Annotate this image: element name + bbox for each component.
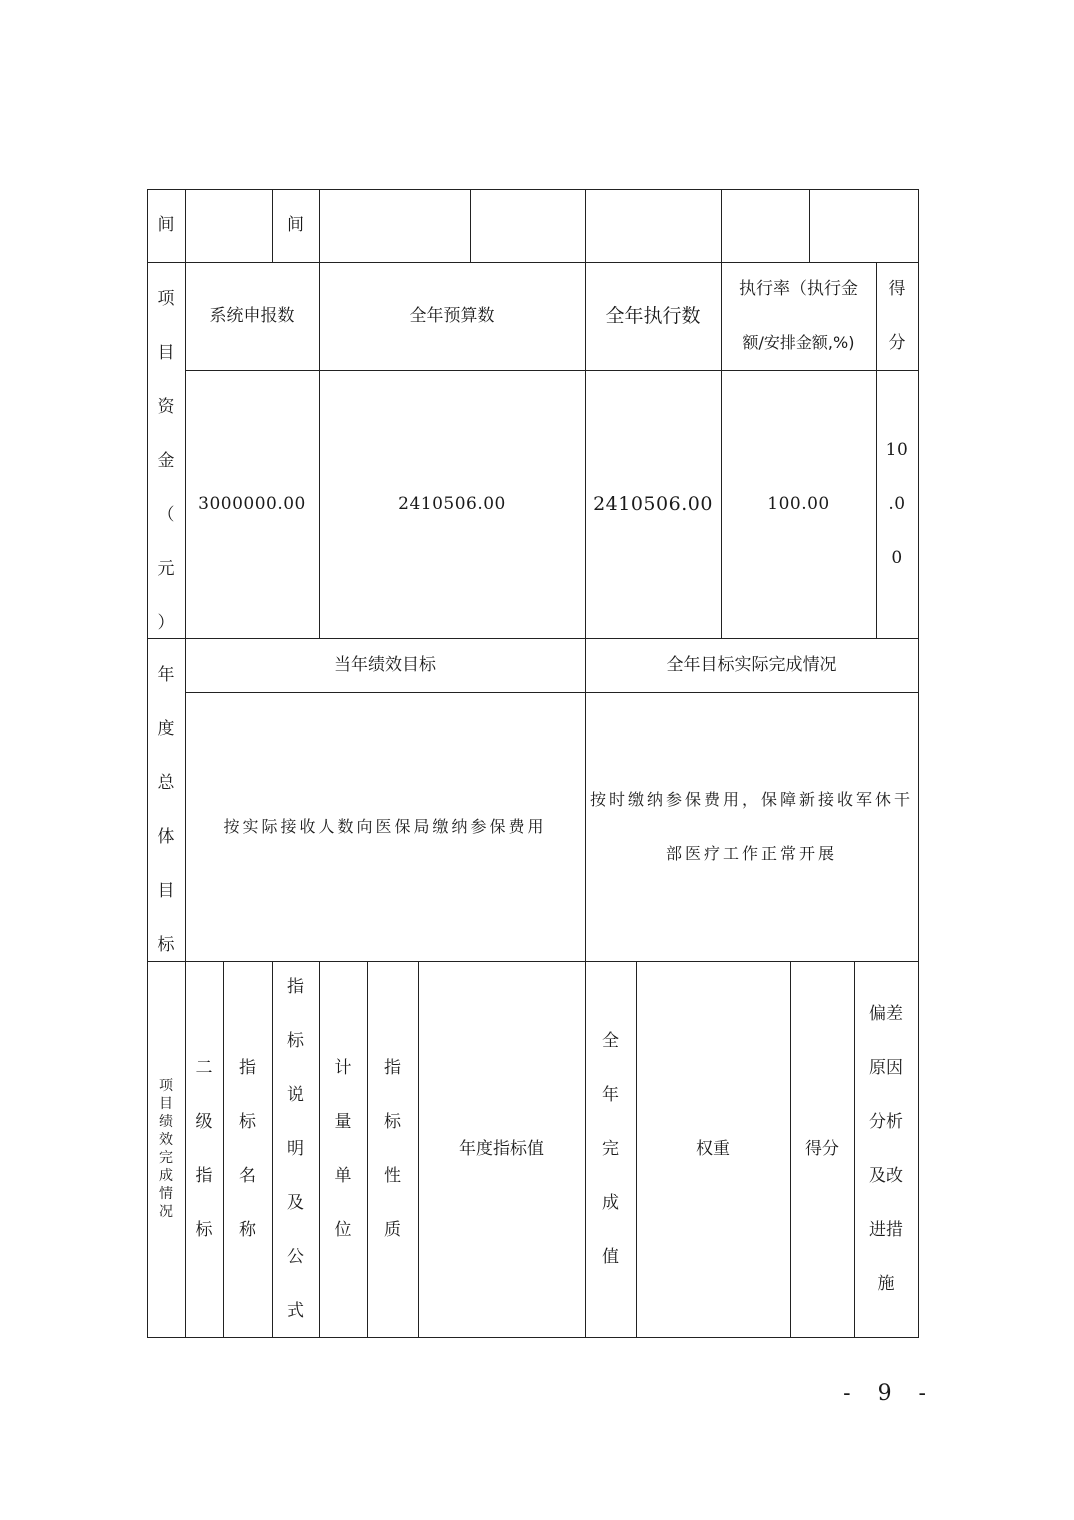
header-annual-value: 年度指标值	[459, 1138, 544, 1159]
header-indicator-desc: 指 标 说 明 及 公 式	[287, 977, 304, 1321]
header-indicator-score: 得分	[805, 1138, 839, 1159]
header-score: 得 分	[888, 279, 906, 353]
time-label-left: 间	[157, 215, 175, 235]
goals-header-target: 当年绩效目标	[334, 654, 436, 675]
col-divider	[470, 189, 471, 262]
header-executed: 全年执行数	[605, 304, 701, 327]
page-number: - 9 -	[843, 1381, 936, 1406]
goals-target-text: 按实际接收人数向医保局缴纳参保费用	[223, 816, 547, 836]
header-nature: 指 标 性 质	[384, 1058, 401, 1240]
value-executed: 2410506.00	[593, 492, 713, 515]
value-budget: 2410506.00	[398, 493, 506, 514]
header-declared: 系统申报数	[209, 305, 295, 326]
header-unit: 计 量 单 位	[334, 1058, 352, 1240]
value-declared: 3000000.00	[198, 493, 306, 514]
table-border-top	[147, 189, 919, 190]
header-budget: 全年预算数	[409, 305, 495, 326]
col-divider	[585, 189, 586, 262]
table-border-bottom	[147, 1337, 919, 1338]
goals-header-actual: 全年目标实际完成情况	[666, 654, 837, 675]
goals-actual-text: 按时缴纳参保费用，保障新接收军休干 部医疗工作正常开展	[589, 789, 913, 863]
value-score: 10 .0 0	[885, 440, 909, 568]
value-rate: 100.00	[767, 493, 830, 514]
goals-row-label: 年 度 总 体 目 标	[157, 665, 175, 955]
table-border-right	[918, 189, 919, 1337]
header-deviation: 偏差 原因 分析 及改 进措 施	[869, 1004, 903, 1294]
header-weight: 权重	[696, 1138, 730, 1159]
header-rate: 执行率（执行金 额/安排金额,%)	[739, 279, 858, 352]
header-indicator-name: 指 标 名 称	[239, 1058, 256, 1240]
indicators-row-label: 项目绩效完成情况	[159, 1078, 173, 1220]
col-divider	[319, 189, 320, 262]
col-divider	[721, 189, 722, 262]
header-level2-indicator: 二 级 指 标	[195, 1058, 213, 1240]
col-divider	[809, 189, 810, 262]
header-completed-value: 全 年 完 成 值	[602, 1031, 619, 1267]
funds-row-label: 项 目 资 金 （ 元 ）	[157, 289, 175, 633]
time-label-mid: 间	[287, 215, 304, 235]
